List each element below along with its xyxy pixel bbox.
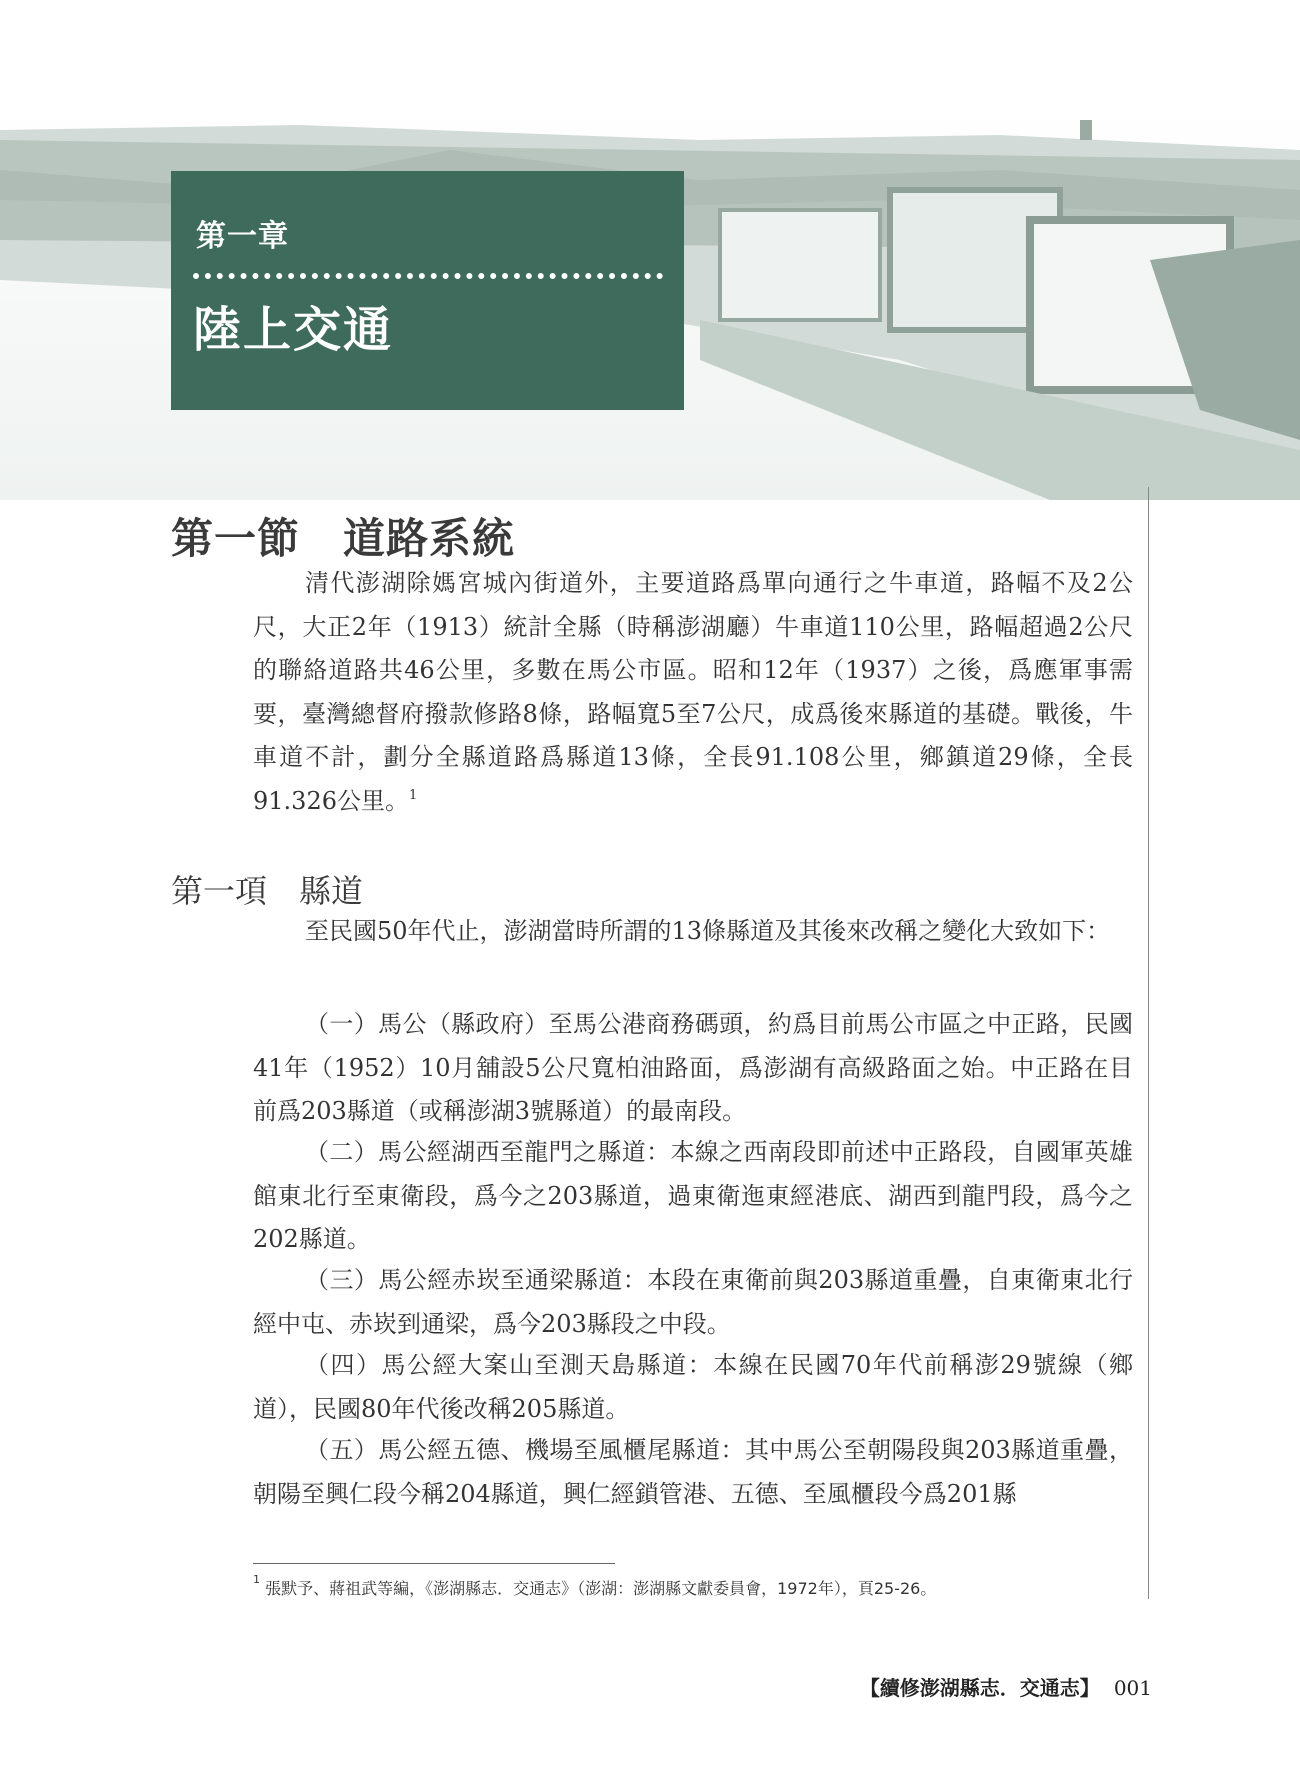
- chapter-heading-box: [171, 171, 684, 410]
- section-intro-paragraph: [253, 562, 1133, 823]
- item-title: 第一項 縣道: [171, 872, 364, 910]
- section-title: 第一節 道路系統: [171, 514, 516, 563]
- list-item: （一）馬公（縣政府）至馬公港商務碼頭，約爲目前馬公市區之中正路，民國41年（1952）10月舖設5公尺寬柏油路面，爲澎湖有高級路面之始。中正路在目前爲203縣道（或稱澎湖3號縣道）的最南段。: [253, 1010, 1133, 1125]
- margin-rule: [1148, 487, 1149, 1599]
- footnote-text: 張默予、蔣祖武等編，《澎湖縣志．交通志》（澎湖：澎湖縣文獻委員會，1972年），頁25-26。: [265, 1579, 937, 1598]
- item-lead-paragraph: 至民國50年代止，澎湖當時所謂的13條縣道及其後來改稱之變化大致如下：: [305, 917, 1111, 945]
- list-item: （五）馬公經五德、機場至風櫃尾縣道：其中馬公至朝陽段與203縣道重疊，朝陽至興仁段今稱204縣道，興仁經鎖管港、五德、至風櫃段今爲201縣: [253, 1436, 1133, 1508]
- footnote-divider: [253, 1563, 615, 1564]
- book-title: 【續修澎湖縣志．交通志】: [859, 1676, 1100, 1700]
- chapter-label: 第一章: [196, 219, 289, 254]
- footnote-number: 1: [253, 1573, 260, 1586]
- intro-text: 清代澎湖除媽宮城內街道外，主要道路爲單向通行之牛車道，路幅不及2公尺，大正2年（1913）統計全縣（時稱澎湖廳）牛車道110公里，路幅超過2公尺的聯絡道路共46公里，多數在馬公市區。昭和12年（1937）之後，爲應軍事需要，臺灣總督府撥款修路8條，路幅寬5至7公尺，成爲後來縣道的基礎。戰後，牛車道不計，劃分全縣道路爲縣道13條，全長91.108公里，鄉鎮道29條，全長91.326公里。: [253, 569, 1133, 815]
- dotted-divider: [193, 273, 663, 279]
- list-item: （二）馬公經湖西至龍門之縣道：本線之西南段即前述中正路段，自國軍英雄館東北行至東衛段，爲今之203縣道，過東衛迤東經港底、湖西到龍門段，爲今之202縣道。: [253, 1138, 1133, 1253]
- page-number: 001: [1113, 1676, 1152, 1700]
- list-item: （三）馬公經赤崁至通梁縣道：本段在東衛前與203縣道重疊，自東衛東北行經中屯、赤崁到通梁，爲今203縣段之中段。: [253, 1266, 1133, 1338]
- footnote: [253, 1573, 937, 1599]
- chapter-title: 陸上交通: [193, 302, 394, 358]
- footnote-ref[interactable]: 1: [408, 787, 418, 803]
- list-item: （四）馬公經大案山至測天島縣道：本線在民國70年代前稱澎29號線（鄉道），民國80年代後改稱205縣道。: [253, 1351, 1133, 1423]
- running-footer: [860, 1672, 1152, 1701]
